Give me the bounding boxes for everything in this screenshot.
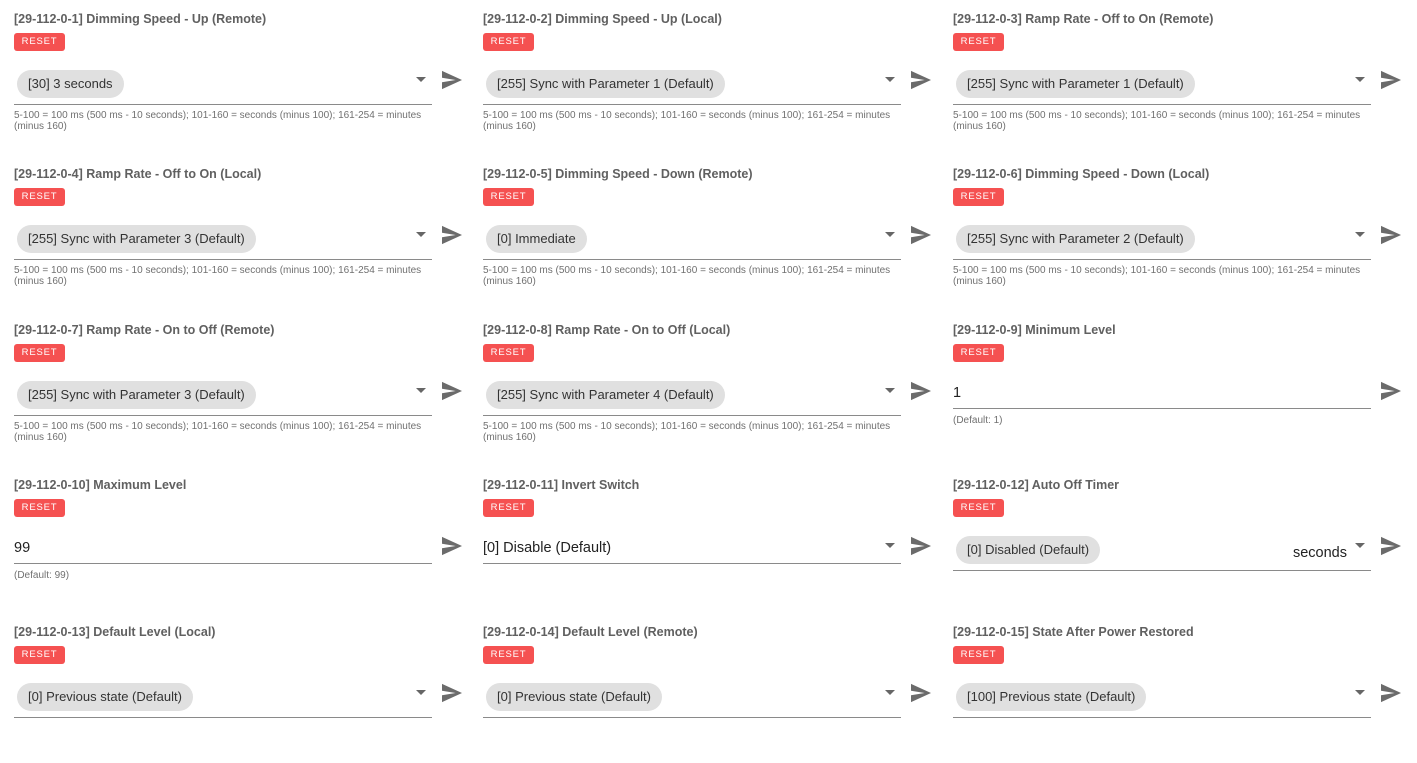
value-select[interactable] xyxy=(483,64,901,105)
value-select[interactable] xyxy=(483,219,901,260)
number-input[interactable] xyxy=(14,530,432,564)
send-icon[interactable] xyxy=(441,70,463,90)
config-parameter xyxy=(953,613,1413,763)
value-select[interactable] xyxy=(953,530,1371,571)
parameter-title: [29-112-0-9] Minimum Level xyxy=(953,323,1116,337)
send-icon[interactable] xyxy=(1380,683,1402,703)
parameter-title: [29-112-0-3] Ramp Rate - Off to On (Remote) xyxy=(953,12,1214,26)
value-select[interactable] xyxy=(14,677,432,718)
selected-value-chip: [0] Previous state (Default) xyxy=(486,683,662,711)
parameter-help-text: 5-100 = 100 ms (500 ms - 10 seconds); 101-160 = seconds (minus 100); 161-254 = minutes (minus 160) xyxy=(14,265,422,287)
dropdown-arrow-icon[interactable] xyxy=(1355,543,1365,548)
dropdown-arrow-icon[interactable] xyxy=(885,690,895,695)
config-parameter xyxy=(483,466,943,616)
selected-value-chip: [0] Immediate xyxy=(486,225,587,253)
parameter-title: [29-112-0-1] Dimming Speed - Up (Remote) xyxy=(14,12,267,26)
reset-button[interactable]: RESET xyxy=(953,344,1004,362)
config-parameter xyxy=(483,613,943,763)
config-parameter xyxy=(953,311,1413,461)
send-icon[interactable] xyxy=(441,536,463,556)
value-select[interactable] xyxy=(953,219,1371,260)
send-icon[interactable] xyxy=(1380,536,1402,556)
parameter-help-text: 5-100 = 100 ms (500 ms - 10 seconds); 101-160 = seconds (minus 100); 161-254 = minutes (minus 160) xyxy=(14,110,422,132)
dropdown-arrow-icon[interactable] xyxy=(1355,232,1365,237)
send-icon[interactable] xyxy=(441,381,463,401)
reset-button[interactable]: RESET xyxy=(483,344,534,362)
dropdown-arrow-icon[interactable] xyxy=(416,232,426,237)
send-icon[interactable] xyxy=(910,70,932,90)
config-parameter xyxy=(483,0,943,150)
number-input[interactable] xyxy=(953,375,1371,409)
value-select[interactable] xyxy=(14,64,432,105)
config-parameter xyxy=(14,613,474,763)
dropdown-arrow-icon[interactable] xyxy=(885,232,895,237)
parameter-help-text: 5-100 = 100 ms (500 ms - 10 seconds); 101-160 = seconds (minus 100); 161-254 = minutes (minus 160) xyxy=(953,265,1361,287)
parameter-help-text: (Default: 1) xyxy=(953,415,1003,426)
parameter-help-text: 5-100 = 100 ms (500 ms - 10 seconds); 101-160 = seconds (minus 100); 161-254 = minutes (minus 160) xyxy=(483,265,891,287)
config-parameter xyxy=(953,0,1413,150)
dropdown-arrow-icon[interactable] xyxy=(1355,690,1365,695)
value-select[interactable] xyxy=(953,64,1371,105)
send-icon[interactable] xyxy=(910,225,932,245)
selected-value: [0] Disable (Default) xyxy=(483,540,612,556)
unit-label: seconds xyxy=(1292,545,1347,561)
dropdown-arrow-icon[interactable] xyxy=(416,388,426,393)
send-icon[interactable] xyxy=(441,225,463,245)
value-select[interactable] xyxy=(483,530,901,564)
parameter-title: [29-112-0-14] Default Level (Remote) xyxy=(483,625,698,639)
parameter-title: [29-112-0-2] Dimming Speed - Up (Local) xyxy=(483,12,722,26)
parameter-title: [29-112-0-11] Invert Switch xyxy=(483,478,640,492)
config-parameter xyxy=(14,466,474,616)
selected-value-chip: [255] Sync with Parameter 1 (Default) xyxy=(486,70,725,98)
reset-button[interactable]: RESET xyxy=(483,33,534,51)
config-parameter xyxy=(14,311,474,461)
parameter-title: [29-112-0-13] Default Level (Local) xyxy=(14,625,216,639)
reset-button[interactable]: RESET xyxy=(953,188,1004,206)
send-icon[interactable] xyxy=(1380,70,1402,90)
send-icon[interactable] xyxy=(910,683,932,703)
dropdown-arrow-icon[interactable] xyxy=(1355,77,1365,82)
reset-button[interactable]: RESET xyxy=(14,646,65,664)
reset-button[interactable]: RESET xyxy=(953,33,1004,51)
selected-value-chip: [255] Sync with Parameter 1 (Default) xyxy=(956,70,1195,98)
reset-button[interactable]: RESET xyxy=(14,33,65,51)
send-icon[interactable] xyxy=(1380,381,1402,401)
parameter-title: [29-112-0-15] State After Power Restored xyxy=(953,625,1194,639)
send-icon[interactable] xyxy=(910,536,932,556)
config-parameter xyxy=(953,466,1413,616)
reset-button[interactable]: RESET xyxy=(483,646,534,664)
parameter-title: [29-112-0-5] Dimming Speed - Down (Remote) xyxy=(483,167,753,181)
number-value[interactable]: 1 xyxy=(953,385,962,401)
parameter-title: [29-112-0-4] Ramp Rate - Off to On (Local) xyxy=(14,167,262,181)
selected-value-chip: [100] Previous state (Default) xyxy=(956,683,1146,711)
config-parameter xyxy=(953,155,1413,305)
parameter-title: [29-112-0-8] Ramp Rate - On to Off (Local) xyxy=(483,323,731,337)
selected-value-chip: [255] Sync with Parameter 3 (Default) xyxy=(17,225,256,253)
selected-value-chip: [255] Sync with Parameter 3 (Default) xyxy=(17,381,256,409)
reset-button[interactable]: RESET xyxy=(14,344,65,362)
dropdown-arrow-icon[interactable] xyxy=(885,77,895,82)
selected-value-chip: [255] Sync with Parameter 4 (Default) xyxy=(486,381,725,409)
dropdown-arrow-icon[interactable] xyxy=(416,77,426,82)
reset-button[interactable]: RESET xyxy=(14,188,65,206)
value-select[interactable] xyxy=(14,219,432,260)
parameter-title: [29-112-0-12] Auto Off Timer xyxy=(953,478,1120,492)
send-icon[interactable] xyxy=(1380,225,1402,245)
value-select[interactable] xyxy=(953,677,1371,718)
config-parameter xyxy=(483,311,943,461)
config-parameter xyxy=(14,155,474,305)
send-icon[interactable] xyxy=(441,683,463,703)
value-select[interactable] xyxy=(483,677,901,718)
parameter-title: [29-112-0-6] Dimming Speed - Down (Local) xyxy=(953,167,1210,181)
dropdown-arrow-icon[interactable] xyxy=(885,388,895,393)
dropdown-arrow-icon[interactable] xyxy=(416,690,426,695)
send-icon[interactable] xyxy=(910,381,932,401)
value-select[interactable] xyxy=(483,375,901,416)
selected-value-chip: [0] Disabled (Default) xyxy=(956,536,1100,564)
parameter-help-text: 5-100 = 100 ms (500 ms - 10 seconds); 101-160 = seconds (minus 100); 161-254 = minutes (minus 160) xyxy=(483,421,891,443)
selected-value-chip: [0] Previous state (Default) xyxy=(17,683,193,711)
config-parameter xyxy=(483,155,943,305)
parameter-help-text: 5-100 = 100 ms (500 ms - 10 seconds); 101-160 = seconds (minus 100); 161-254 = minutes (minus 160) xyxy=(953,110,1361,132)
selected-value-chip: [30] 3 seconds xyxy=(17,70,124,98)
reset-button[interactable]: RESET xyxy=(953,646,1004,664)
parameter-help-text: 5-100 = 100 ms (500 ms - 10 seconds); 101-160 = seconds (minus 100); 161-254 = minutes (minus 160) xyxy=(483,110,891,132)
reset-button[interactable]: RESET xyxy=(483,499,534,517)
parameter-title: [29-112-0-10] Maximum Level xyxy=(14,478,187,492)
config-parameter xyxy=(14,0,474,150)
reset-button[interactable]: RESET xyxy=(14,499,65,517)
parameter-help-text: (Default: 99) xyxy=(14,570,70,581)
reset-button[interactable]: RESET xyxy=(953,499,1004,517)
value-select[interactable] xyxy=(14,375,432,416)
selected-value-chip: [255] Sync with Parameter 2 (Default) xyxy=(956,225,1195,253)
dropdown-arrow-icon[interactable] xyxy=(885,543,895,548)
parameter-help-text: 5-100 = 100 ms (500 ms - 10 seconds); 101-160 = seconds (minus 100); 161-254 = minutes (minus 160) xyxy=(14,421,422,443)
number-value[interactable]: 99 xyxy=(14,540,31,556)
parameter-title: [29-112-0-7] Ramp Rate - On to Off (Remote) xyxy=(14,323,275,337)
reset-button[interactable]: RESET xyxy=(483,188,534,206)
